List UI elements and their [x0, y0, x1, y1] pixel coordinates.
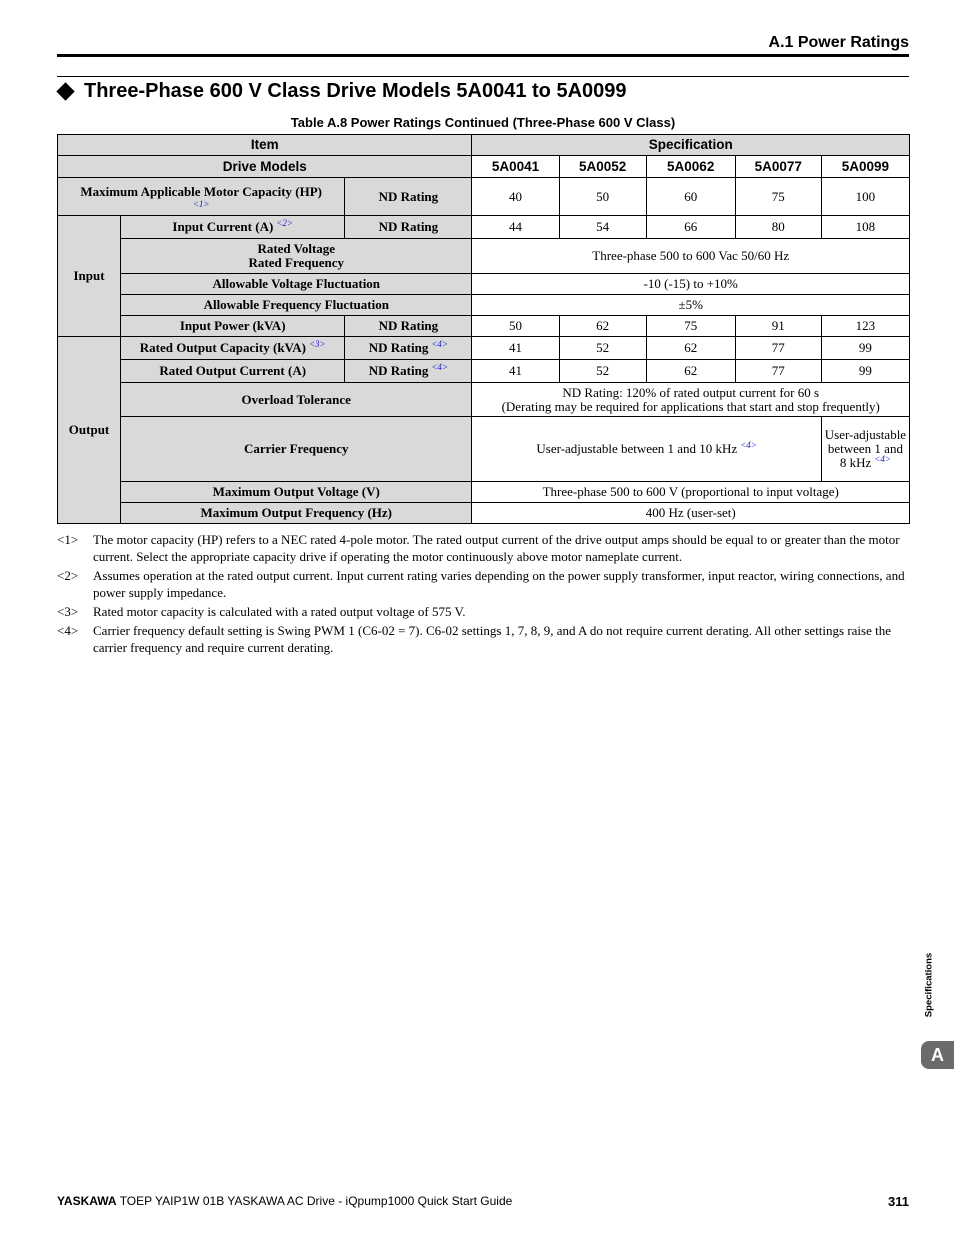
- specification-header: Specification: [472, 135, 910, 156]
- side-section-label-text: Specifications: [923, 952, 935, 1018]
- value-cell: 41: [472, 337, 559, 360]
- voltage-fluctuation-label: Allowable Voltage Fluctuation: [121, 274, 472, 295]
- footnote-text: Carrier frequency default setting is Swing PWM 1 (C6-02 = 7). C6-02 settings 1, 7, 8, 9, and A do not require current derating. All other settings raise the carrier frequency and require current derating.: [93, 623, 892, 655]
- footnote-ref-link[interactable]: <4>: [431, 361, 448, 372]
- rated-voltage-value: Three-phase 500 to 600 Vac 50/60 Hz: [472, 239, 910, 274]
- diamond-bullet-icon: [56, 82, 74, 100]
- footnote: [57, 622, 910, 656]
- value-cell: 62: [646, 360, 735, 383]
- value-cell: 77: [735, 360, 821, 383]
- overload-line-2: (Derating may be required for applications that start and stop frequently): [501, 398, 880, 414]
- footnotes: [57, 531, 910, 658]
- model-cell: 5A0062: [646, 156, 735, 178]
- value-cell: 75: [735, 178, 821, 216]
- carrier-frequency-label: Carrier Frequency: [121, 417, 472, 482]
- table-caption: Table A.8 Power Ratings Continued (Three-Phase 600 V Class): [290, 115, 676, 130]
- max-output-voltage-value: Three-phase 500 to 600 V (proportional to input voltage): [472, 482, 910, 503]
- heading-rule: [57, 76, 909, 77]
- input-current-label-text: Input Current (A): [172, 219, 274, 234]
- rated-frequency-label-text: Rated Frequency: [248, 255, 344, 270]
- footnote: [57, 603, 910, 620]
- value-cell: 44: [472, 216, 559, 239]
- table-row: [58, 417, 910, 482]
- motor-capacity-label: [58, 178, 345, 216]
- table-row: [58, 156, 910, 178]
- nd-rating-text: ND Rating: [368, 340, 429, 355]
- nd-rating-label: [345, 337, 472, 360]
- table-row: [58, 503, 910, 524]
- appendix-tab[interactable]: A: [921, 1041, 954, 1069]
- input-power-label: Input Power (kVA): [121, 316, 345, 337]
- value-cell: 50: [559, 178, 646, 216]
- table-row: [58, 274, 910, 295]
- footnote: [57, 531, 910, 565]
- footnote-text: Rated motor capacity is calculated with a rated output voltage of 575 V.: [93, 604, 466, 619]
- carrier-frequency-last-text: User-adjustable between 1 and 8 kHz: [824, 427, 907, 470]
- page-heading: [56, 80, 627, 103]
- value-cell: 100: [821, 178, 909, 216]
- table-row: [58, 316, 910, 337]
- footnote-mark: <3>: [57, 604, 79, 619]
- model-cell: 5A0077: [735, 156, 821, 178]
- input-current-label: [121, 216, 345, 239]
- motor-capacity-label-text: Maximum Applicable Motor Capacity (HP): [80, 183, 322, 199]
- value-cell: 41: [472, 360, 559, 383]
- footnote-mark: <1>: [57, 532, 79, 547]
- input-group-label: Input: [58, 216, 121, 337]
- carrier-frequency-last-value: [821, 417, 909, 482]
- value-cell: 91: [735, 316, 821, 337]
- table-row: [58, 216, 910, 239]
- value-cell: 108: [821, 216, 909, 239]
- overload-tolerance-value: [472, 383, 910, 417]
- value-cell: 62: [646, 337, 735, 360]
- output-capacity-label: [121, 337, 345, 360]
- value-cell: 52: [559, 337, 646, 360]
- item-header: Item: [58, 135, 472, 156]
- footnote: [57, 567, 910, 601]
- carrier-frequency-value: [472, 417, 821, 482]
- footnote-ref-link[interactable]: <4>: [740, 439, 757, 450]
- footer-text: TOEP YAIP1W 01B YASKAWA AC Drive - iQpump1000 Quick Start Guide: [116, 1194, 513, 1208]
- value-cell: 62: [559, 316, 646, 337]
- table-row: [58, 295, 910, 316]
- value-cell: 99: [821, 337, 909, 360]
- table-row: [58, 178, 910, 216]
- side-section-label: [920, 945, 938, 1025]
- value-cell: 123: [821, 316, 909, 337]
- nd-rating-label: ND Rating: [345, 216, 472, 239]
- value-cell: 50: [472, 316, 559, 337]
- table-row: [58, 337, 910, 360]
- footnote-ref-link[interactable]: <4>: [431, 338, 448, 349]
- frequency-fluctuation-value: ±5%: [472, 295, 910, 316]
- model-cell: 5A0099: [821, 156, 909, 178]
- table-row: [58, 239, 910, 274]
- footnote-text: The motor capacity (HP) refers to a NEC rated 4-pole motor. The rated output current of the drive output amps should be equal to or greater than the motor current. Select the appropriate capacity drive if operating the motor continuously above motor nameplate current.: [93, 532, 900, 564]
- overload-tolerance-label: Overload Tolerance: [121, 383, 472, 417]
- header-rule: [57, 54, 909, 57]
- footer-brand: YASKAWA: [57, 1194, 117, 1208]
- voltage-fluctuation-value: -10 (-15) to +10%: [472, 274, 910, 295]
- value-cell: 54: [559, 216, 646, 239]
- value-cell: 80: [735, 216, 821, 239]
- output-capacity-label-text: Rated Output Capacity (kVA): [139, 340, 306, 355]
- drive-models-label: Drive Models: [58, 156, 472, 178]
- footnote-ref-link[interactable]: <4>: [874, 453, 891, 464]
- footnote-mark: <2>: [57, 568, 79, 583]
- value-cell: 75: [646, 316, 735, 337]
- power-ratings-table: [57, 134, 910, 524]
- model-cell: 5A0052: [559, 156, 646, 178]
- frequency-fluctuation-label: Allowable Frequency Fluctuation: [121, 295, 472, 316]
- value-cell: 77: [735, 337, 821, 360]
- max-output-frequency-value: 400 Hz (user-set): [472, 503, 910, 524]
- footer: [57, 1194, 512, 1208]
- table-row: [58, 360, 910, 383]
- page-heading-text: Three-Phase 600 V Class Drive Models 5A0041 to 5A0099: [84, 80, 627, 102]
- footnote-ref-link[interactable]: <2>: [276, 217, 293, 228]
- value-cell: 66: [646, 216, 735, 239]
- section-title: A.1 Power Ratings: [768, 34, 909, 51]
- output-current-label: Rated Output Current (A): [121, 360, 345, 383]
- footnote-text: Assumes operation at the rated output current. Input current rating varies depending on the power supply transformer, input reactor, wiring connections, and power supply impedance.: [93, 568, 905, 600]
- output-group-label: Output: [58, 337, 121, 524]
- footnote-ref-link[interactable]: <1>: [192, 198, 210, 209]
- footnote-ref-link[interactable]: <3>: [308, 338, 326, 349]
- table-row: [58, 135, 910, 156]
- page-number: 311: [888, 1194, 909, 1209]
- rated-voltage-label: [121, 239, 472, 274]
- rated-voltage-label-text: Rated Voltage: [257, 241, 336, 256]
- nd-rating-label: ND Rating: [345, 316, 472, 337]
- table-row: [58, 482, 910, 503]
- model-cell: 5A0041: [472, 156, 559, 178]
- nd-rating-label: ND Rating: [345, 178, 472, 216]
- footnote-mark: <4>: [57, 623, 79, 638]
- overload-line-1: ND Rating: 120% of rated output current for 60 s: [562, 384, 820, 400]
- value-cell: 40: [472, 178, 559, 216]
- value-cell: 52: [559, 360, 646, 383]
- table-row: [58, 383, 910, 417]
- nd-rating-label: [345, 360, 472, 383]
- value-cell: 99: [821, 360, 909, 383]
- value-cell: 60: [646, 178, 735, 216]
- carrier-frequency-text: User-adjustable between 1 and 10 kHz: [536, 441, 738, 456]
- max-output-frequency-label: Maximum Output Frequency (Hz): [121, 503, 472, 524]
- nd-rating-text: ND Rating: [368, 363, 429, 378]
- max-output-voltage-label: Maximum Output Voltage (V): [121, 482, 472, 503]
